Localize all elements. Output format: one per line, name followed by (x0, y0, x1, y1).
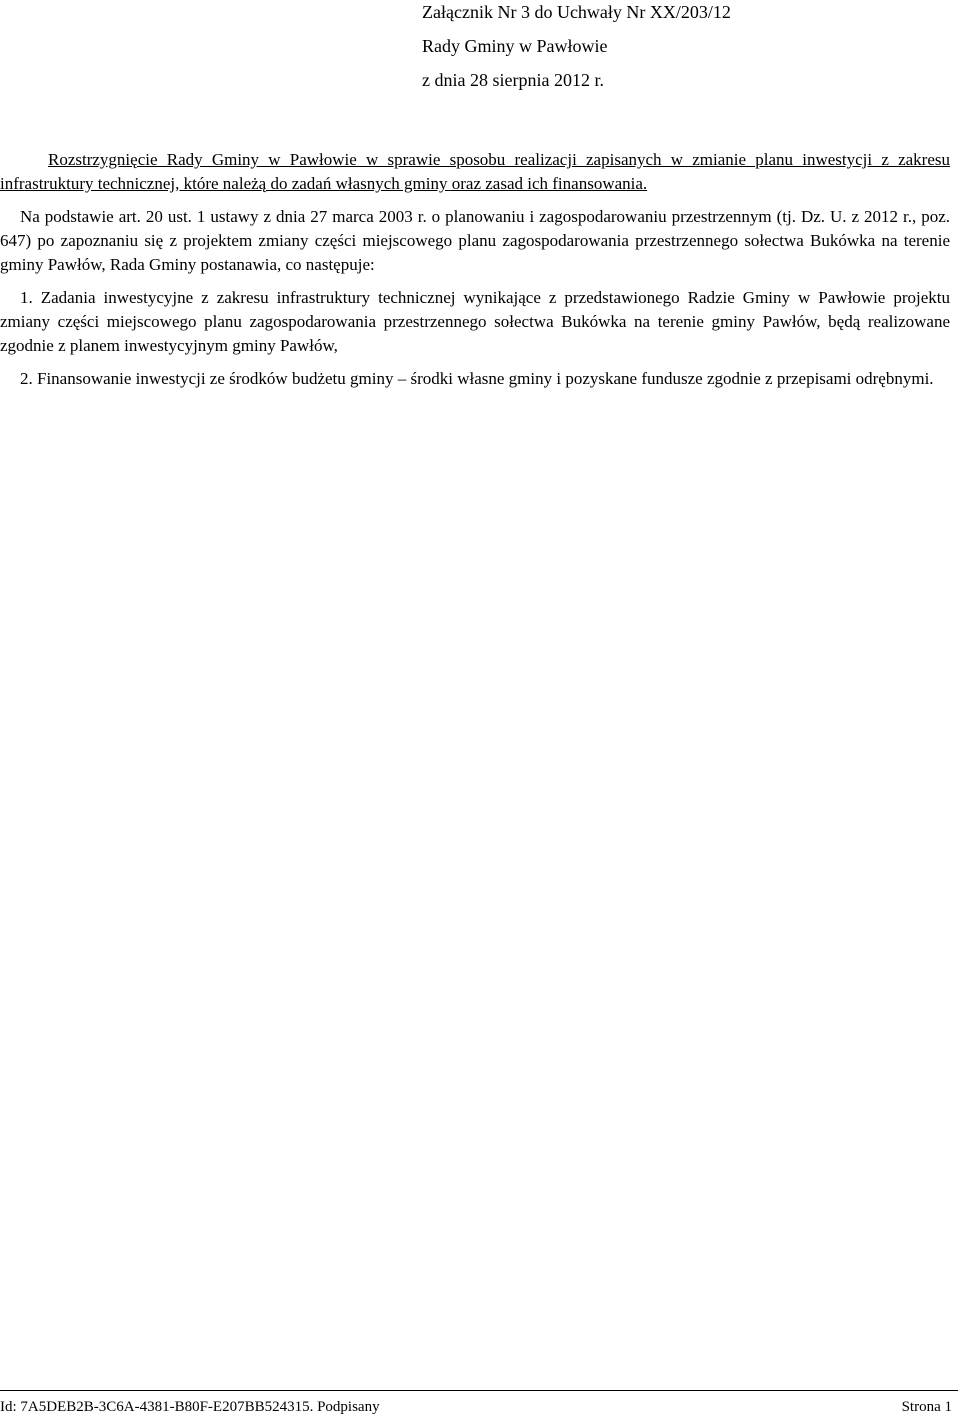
header-date-line: z dnia 28 sierpnia 2012 r. (422, 70, 604, 90)
header-attachment-line: Załącznik Nr 3 do Uchwały Nr XX/203/12 (422, 2, 731, 22)
point-1-paragraph: 1. Zadania inwestycyjne z zakresu infrastruktury technicznej wynikające z przedstawionego Radzie Gminy w Pawłowie projektu zmiany części miejscowego planu zagospodarowania przestrzennego sołectwa Bukówka na terenie gminy Pawłów, będą realizowane zgodnie z planem inwestycyjnym gminy Pawłów, (0, 288, 950, 355)
document-body (0, 148, 950, 400)
header-council-line: Rady Gminy w Pawłowie (422, 36, 608, 56)
intro-paragraph: Na podstawie art. 20 ust. 1 ustawy z dnia 27 marca 2003 r. o planowaniu i zagospodarowaniu przestrzennym (tj. Dz. U. z 2012 r., poz. 647) po zapoznaniu się z projektem zmiany części miejscowego planu zagospodarowania przestrzennego sołectwa Bukówka na terenie gminy Pawłów, Rada Gminy postanawia, co następuje: (0, 207, 950, 274)
document-title: Rozstrzygnięcie Rady Gminy w Pawłowie w sprawie sposobu realizacji zapisanych w zmianie planu inwestycji z zakresu infrastruktury technicznej, które należą do zadań własnych gminy oraz zasad ich finansowania. (0, 150, 950, 193)
page-footer (0, 1390, 958, 1419)
footer-page-number: Strona 1 (901, 1399, 952, 1415)
document-header (422, 0, 942, 102)
footer-document-id: Id: 7A5DEB2B-3C6A-4381-B80F-E207BB524315. Podpisany (0, 1399, 380, 1415)
point-2-paragraph: 2. Finansowanie inwestycji ze środków budżetu gminy – środki własne gminy i pozyskane fundusze zgodnie z przepisami odrębnymi. (20, 369, 934, 388)
